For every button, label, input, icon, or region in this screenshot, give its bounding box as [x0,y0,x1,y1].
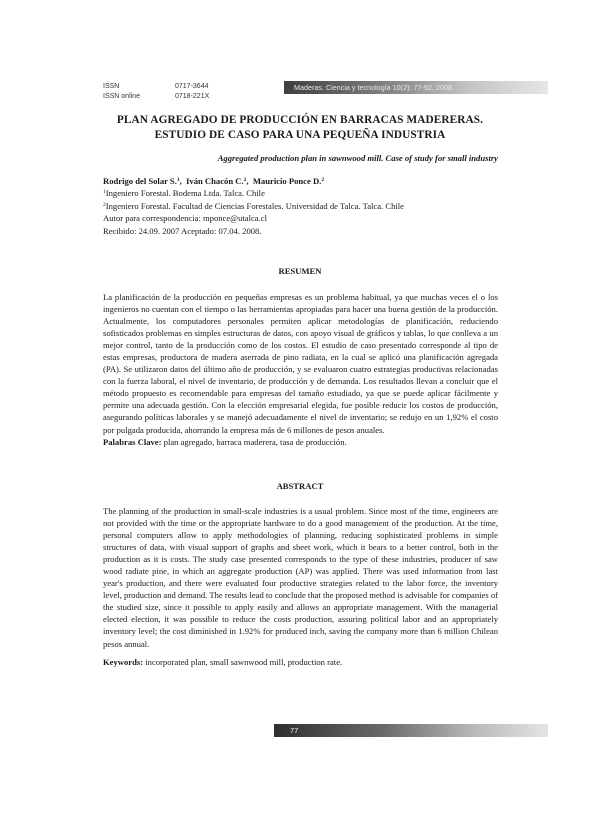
title-line-2: ESTUDIO DE CASO PARA UNA PEQUEÑA INDUSTRIA [154,129,446,141]
resumen-text: La planificación de la producción en pequeñas empresas es un problema habitual, ya que muchas veces el o los ingenieros no cuentan con el tiempo o las herramientas apropiadas para hacer una buena gestión de la producción. Actualmente, los computadores personales permiten aplicar metodologías de planificación, reduciendo sofisticados problemas en simples estructuras de datos, con apoyo visual de gráficos y tablas, lo que conlleva a un mejor control, tanto de la producción como de los costos. El estudio de caso presentado corresponde al tipo de estas empresas, productora de madera aserrada de pino radiata, en la cual se aplicó una planificación agregada (PA). Se utilizaron datos del último año de producción, y se evaluaron cuatro estrategias productivas relacionadas con la fuerza laboral, el nivel de inventario, de producción y de demanda. Los resultados llevan a concluir que el método propuesto es recomendable para empresas del tamaño estudiado, ya que se puede aplicar fácilmente y permite una adecuada gestión. Con la elección empresarial elegida, fue posible reducir los costos de producción, asegurando políticas laborales y se manejó adecuadamente el nivel de inventario; se redujo en un 1,92% el costo por pulgada producida, ahorrando la empresa más de 6 millones de pesos anuales. [103,292,498,435]
correspondence: Autor para correspondencia: mponce@utalca.cl [103,213,267,224]
resumen-body [103,291,498,448]
page-number: 77 [290,726,299,735]
abstract-heading: ABSTRACT [276,481,324,491]
title-line-1: PLAN AGREGADO DE PRODUCCIÓN EN BARRACAS MADERERAS. [116,114,484,126]
author-name: Mauricio Ponce D. [252,176,322,186]
received-dates: Recibido: 24.09. 2007 Aceptado: 07.04. 2008. [103,225,262,236]
affil-marker: 1 [103,189,106,196]
author-name: Rodrigo del Solar S. [103,176,177,186]
abstract-keywords-line [103,656,498,668]
author-list: Rodrigo del Solar S.$^1$, Iván Chacón C.$^2$, Mauricio Ponce D.$^2$ [103,176,325,186]
page-footer-bar [274,724,548,737]
affil-marker: 2 [103,201,106,208]
affiliation-2 [103,200,503,212]
author-affil-marker: 1 [176,177,180,183]
issn-block [103,82,209,102]
issn-online-value: 0718-221X [175,93,210,100]
issn-value: 0717-3644 [175,83,209,90]
author-affil-marker: 2 [321,177,325,183]
abstract-keywords: incorporated plan, small sawnwood mill, production rate. [145,657,343,667]
article-subtitle: Aggregated production plan in sawnwood mill. Case of study for small industry [217,153,498,163]
journal-citation: Maderas. Ciencia y tecnología 10(2): 77-92, 2008 [294,83,452,92]
resumen-keywords: plan agregado, barraca maderera, tasa de producción. [163,436,347,447]
journal-header-bar [284,81,548,94]
resumen-heading: RESUMEN [278,266,322,276]
author-name: Iván Chacón C. [186,176,244,186]
abstract-body [103,505,498,650]
issn-label: ISSN [103,83,120,90]
affiliation-text: Ingeniero Forestal. Bodema Ltda. Talca. Chile [105,188,265,199]
affiliation-1 [103,187,503,199]
affiliation-text: Ingeniero Forestal. Facultad de Ciencias Forestales. Universidad de Talca. Talca. Chile [105,200,404,211]
issn-online-label: ISSN online [103,93,140,100]
abstract-text: The planning of the production in small-scale industries is a usual problem. Since most of the time, engineers are not provided with the time or the appropriate hardware to do a good management of the production. At the time, personal computers allow to apply methodologies of planning, reducing sophisticated problems in simple structures of data, with visual support of graphs and sheet work, which it bears to a better control, both in the production as it is costs. The study case presented corresponds to the type of these industries, producer of saw wood radiate pine, in which an aggregate production (AP) was applied. There was used information from last year's production, and there were evaluated four productive strategies related to the labor force, the inventory level, production and demand. The results lead to conclude that the proposed method is advisable for companies of the studied size, since it possible to apply easily and allows an appropriate management. With the managerial elected election, it was possible to reduce the costs production, assuring political labor and an appropriately inventory level; the cost diminished in 1.92% for produced inch, saving the company more than 6 million Chilean pesos annual. [103,506,498,649]
author-affil-marker: 2 [243,177,247,183]
article-meta [103,175,503,237]
abstract-keywords-label: Keywords: [103,657,144,667]
article-title [100,113,500,143]
resumen-keywords-label: Palabras Clave: [103,436,162,447]
